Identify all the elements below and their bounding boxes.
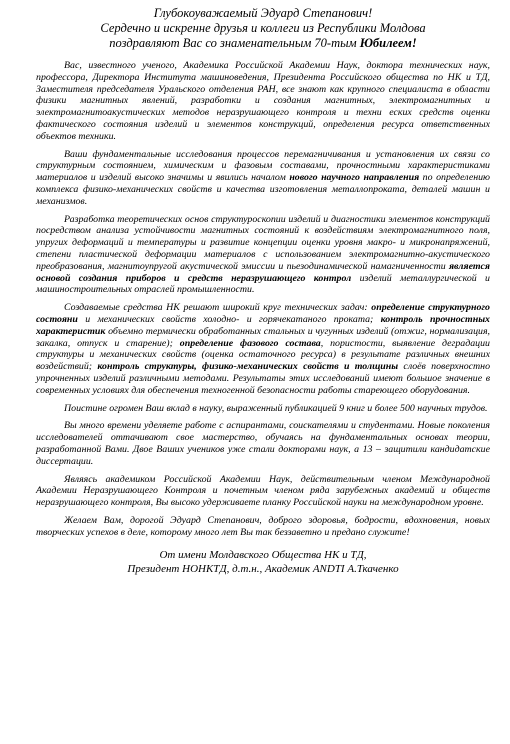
greeting: Глубокоуважаемый Эдуард Степанович! xyxy=(153,6,373,20)
heading-line-2: Сердечно и искренне друзья и коллеги из Республики Молдова xyxy=(100,21,426,35)
p4-bold-1: определение структурного состояни xyxy=(36,302,490,325)
paragraph-1: Вас, известного ученого, Академика Российской Академии Наук, доктора технических наук, профессора, Директора Института машиноведения, Президента Российского общества по НК и ТД, Заместителя председателя Уральского отделения РАН, все знают как крупного специалиста в области физики магнитных явлений, разработки и создания магнитных, электромагнитных и электромагнитоакустических методов неразрушающего контроля и техни еских средств оценки фактического состояния изделий и элементов конструкций, определения ресурса ответственных объектов техники. xyxy=(36,60,490,142)
signature-line-2: Президент НОНКТД, д.т.н., Академик ANDTI А.Ткаченко xyxy=(127,563,399,576)
jubilee-word: Юбилеем! xyxy=(359,36,417,50)
heading-line-3-text: поздравляют Вас со знаменательным 70-тым xyxy=(109,36,360,50)
signature-line-1: От имени Молдавского Общества НК и ТД, xyxy=(159,549,367,562)
p4-bold-3: определение фазового состава xyxy=(179,337,321,349)
paragraph-4 xyxy=(36,302,490,396)
p4-text-1: Создаваемые средства НК решают широкий круг технических задач: xyxy=(64,302,372,314)
paragraph-7: Являясь академиком Российской Академии Наук, действительным членом Международной Академии Неразрушающего Контроля и почетным членом ряда зарубежных академий и обществ неразрушающего контроля, Вы высоко удерживаете планку Российской науки на международном уровне. xyxy=(36,473,490,509)
p3-text-1: Разработка теоретических основ структуроскопии изделий и диагностики элементов конструкций посредством анализа устойчивости магнитных состояний к воздействиям электромагнитного поля, упругих деформаций и температуры и развитие концепции оценки уровня макро- и микронапряжений, степени пластической деформации материалов с использованием электромагнитно-акустического преобразования, магнитоупругой акустической эмиссии и пьезодинамической намагниченности xyxy=(36,213,490,272)
p3-text-2: изделий металлургической и машиностроительных отраслей промышленности. xyxy=(36,272,490,296)
p4-text-3: объемно термически обработанных стальных и чугунных изделий (отжиг, нормализация, закалка, отпуск и старение); xyxy=(36,325,490,349)
letter-heading xyxy=(36,6,490,51)
p4-bold-2: контроль прочностных характеристик xyxy=(36,313,490,337)
p4-text-4: , пористости, выявление деградации структуры и механических свойств (оценка остаточного ресурса) в результате различных внешних воздействий; xyxy=(36,337,490,373)
paragraph-8: Желаем Вам, дорогой Эдуард Степанович, доброго здоровья, бодрости, вдохновения, новых творческих успехов в деле, которому много лет Вы так беззаветно и предано служите! xyxy=(36,514,490,538)
paragraph-3 xyxy=(36,214,490,297)
p4-text-2: и механических свойств холодно- и горячекатаного проката; xyxy=(77,313,381,325)
paragraph-2 xyxy=(36,149,490,208)
p4-text-5: слоёв поверхностно упрочненных изделий различными методами. Результаты этих исследований имеют большое значение в современных условиях для обеспечения техногенной безопасности работы стареющего оборудования. xyxy=(36,361,491,396)
heading-line-3 xyxy=(36,36,490,51)
paragraph-6: Вы много времени уделяете работе с аспирантами, соискателями и студентами. Новые поколения исследователей оттачивают свое мастерство, обучаясь на фундаментальных основах теории, разработанной Вами. Двое Ваших учеников уже стали докторами наук, а 13 – защитили кандидатские диссертации. xyxy=(36,420,490,467)
p4-bold-4: контроль структуры, физико-механических свойств и толщины xyxy=(97,361,399,373)
p2-text-1: Ваши фундаментальные исследования процессов перемагничивания и установления их связи со структурным состоянием, химическим и фазовым составами, прочностными характеристиками материалов и изделий высоко значимы и явились началом xyxy=(36,148,490,184)
letter-signature xyxy=(36,548,490,576)
p3-bold-1: является основой создания приборов и средств неразрушающего контрол xyxy=(36,260,490,284)
p2-bold-1: нового научного направления xyxy=(289,172,420,184)
paragraph-5: Поистине огромен Ваш вклад в науку, выраженный публикацией 9 книг и более 500 научных трудов. xyxy=(64,402,488,414)
p2-text-2: по определению комплекса физико-механических свойств и качества изготовления металлопроката, деталей машин и механизмов. xyxy=(36,172,490,207)
